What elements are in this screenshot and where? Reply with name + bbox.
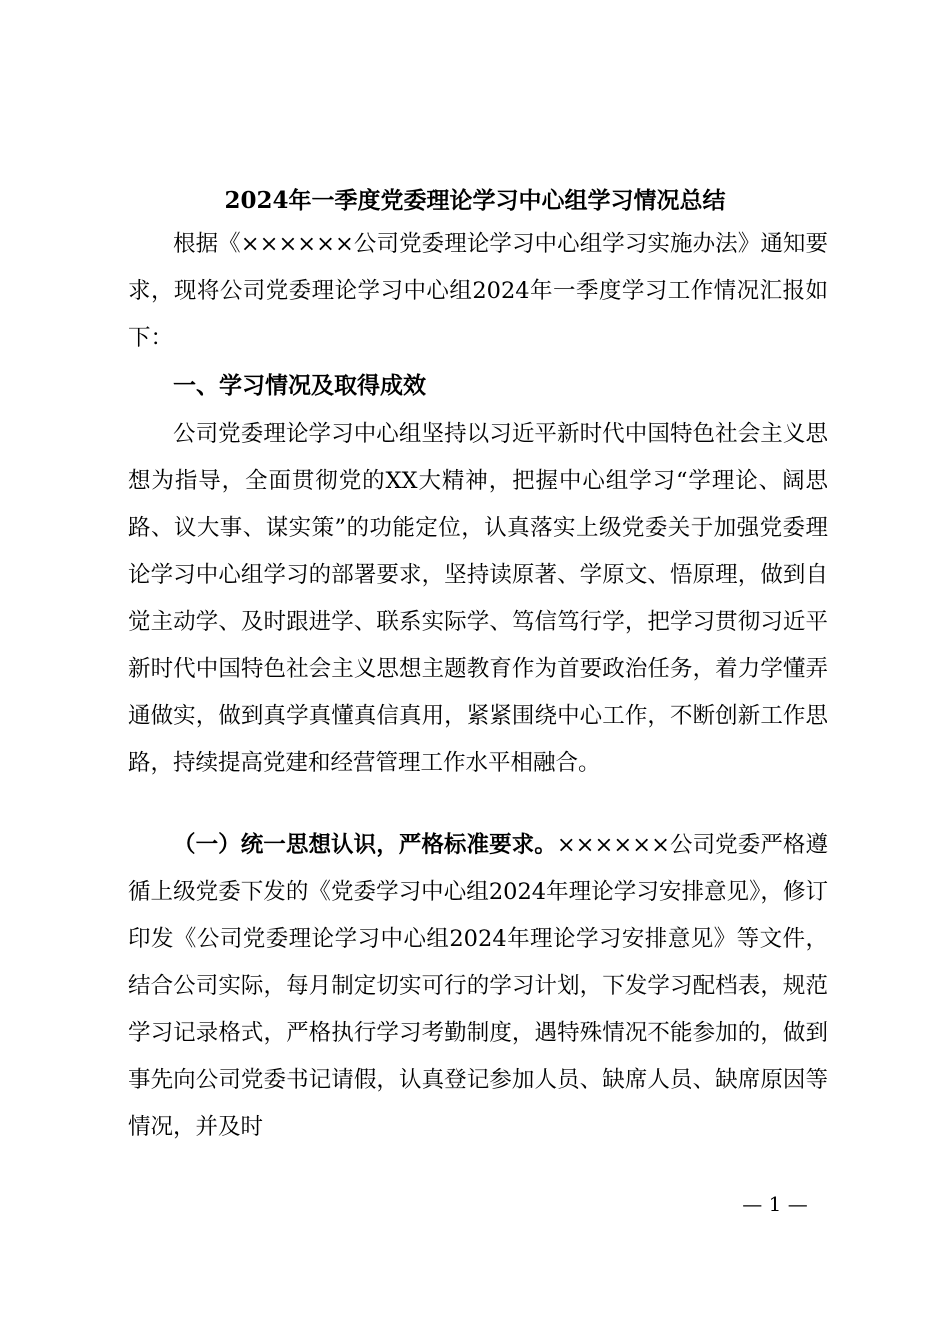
document-title: 2024年一季度党委理论学习中心组学习情况总结: [224, 187, 726, 214]
intro-paragraph: 根据《××××××公司党委理论学习中心组学习实施办法》通知要求，现将公司党委理论学习中心组2024年一季度学习工作情况汇报如下：: [128, 231, 828, 351]
section-heading: 一、学习情况及取得成效: [173, 373, 426, 399]
subsection-paragraph: [128, 822, 828, 1151]
page-number: — 1 —: [742, 1192, 808, 1216]
subsection-heading: （一）统一思想认识，严格标准要求。: [173, 832, 557, 858]
section-paragraph: 公司党委理论学习中心组坚持以习近平新时代中国特色社会主义思想为指导，全面贯彻党的XX大精神，把握中心组学习“学理论、阔思路、议大事、谋实策”的功能定位，认真落实上级党委关于加强党委理论学习中心组学习的部署要求，坚持读原著、学原文、悟原理，做到自觉主动学、及时跟进学、联系实际学、笃信笃行学，把学习贯彻习近平新时代中国特色社会主义思想主题教育作为首要政治任务，着力学懂弄通做实，做到真学真懂真信真用，紧紧围绕中心工作，不断创新工作思路，持续提高党建和经营管理工作水平相融合。: [128, 421, 828, 776]
subsection-text: ××××××公司党委严格遵循上级党委下发的《党委学习中心组2024年理论学习安排意见》，修订印发《公司党委理论学习中心组2024年理论学习安排意见》等文件，结合公司实际，每月制定切实可行的学习计划，下发学习配档表，规范学习记录格式，严格执行学习考勤制度，遇特殊情况不能参加的，做到事先向公司党委书记请假，认真登记参加人员、缺席人员、缺席原因等情况，并及时: [128, 832, 828, 1140]
